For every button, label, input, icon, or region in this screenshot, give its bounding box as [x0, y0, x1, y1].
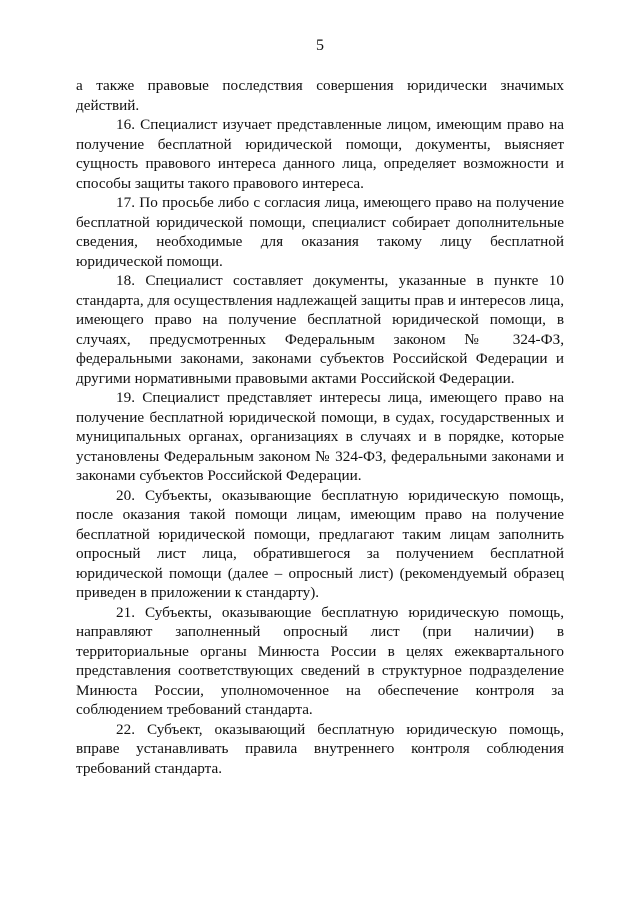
page-number: 5: [316, 37, 324, 54]
paragraph-20: 20. Субъекты, оказывающие бесплатную юридическую помощь, после оказания такой помощи лицам, имеющим право на получение бесплатной юридической помощи, предлагают таким лицам заполнить опросный лист лица, обратившегося за получением бесплатной юридической помощи (далее – опросный лист) (рекомендуемый образец приведен в приложении к стандарту).: [76, 486, 564, 601]
document-body: [76, 76, 564, 778]
paragraph-22: 22. Субъект, оказывающий бесплатную юридическую помощь, вправе устанавливать правила внутреннего контроля соблюдения требований стандарта.: [76, 720, 564, 777]
paragraph-19: 19. Специалист представляет интересы лица, имеющего право на получение бесплатной юридической помощи, в судах, государственных и муниципальных органах, организациях в случаях и в порядке, которые установлены Федеральным законом № 324-ФЗ, федеральными законами и законами субъектов Российской Федерации.: [76, 389, 564, 484]
paragraph-16: 16. Специалист изучает представленные лицом, имеющим право на получение бесплатной юридической помощи, документы, выясняет сущность правового интереса данного лица, определяет возможности и способы защиты такого правового интереса.: [76, 116, 564, 192]
paragraph-21: 21. Субъекты, оказывающие бесплатную юридическую помощь, направляют заполненный опросный лист (при наличии) в территориальные органы Минюста России в целях ежеквартального представления соответствующих сведений в структурное подразделение Минюста России, уполномоченное на обеспечение контроля за соблюдением требований стандарта.: [76, 603, 564, 718]
paragraph-17: 17. По просьбе либо с согласия лица, имеющего право на получение бесплатной юридической помощи, специалист собирает дополнительные сведения, необходимые для оказания такому лицу бесплатной юридической помощи.: [76, 194, 564, 270]
paragraph-continuation: а также правовые последствия совершения юридически значимых действий.: [76, 77, 564, 114]
paragraph-18: 18. Специалист составляет документы, указанные в пункте 10 стандарта, для осуществления надлежащей защиты прав и интересов лица, имеющего право на получение бесплатной юридической помощи, в случаях, предусмотренных Федеральным законом № 324-ФЗ, федеральными законами, законами субъектов Российской Федерации и другими нормативными правовыми актами Российской Федерации.: [76, 272, 564, 387]
